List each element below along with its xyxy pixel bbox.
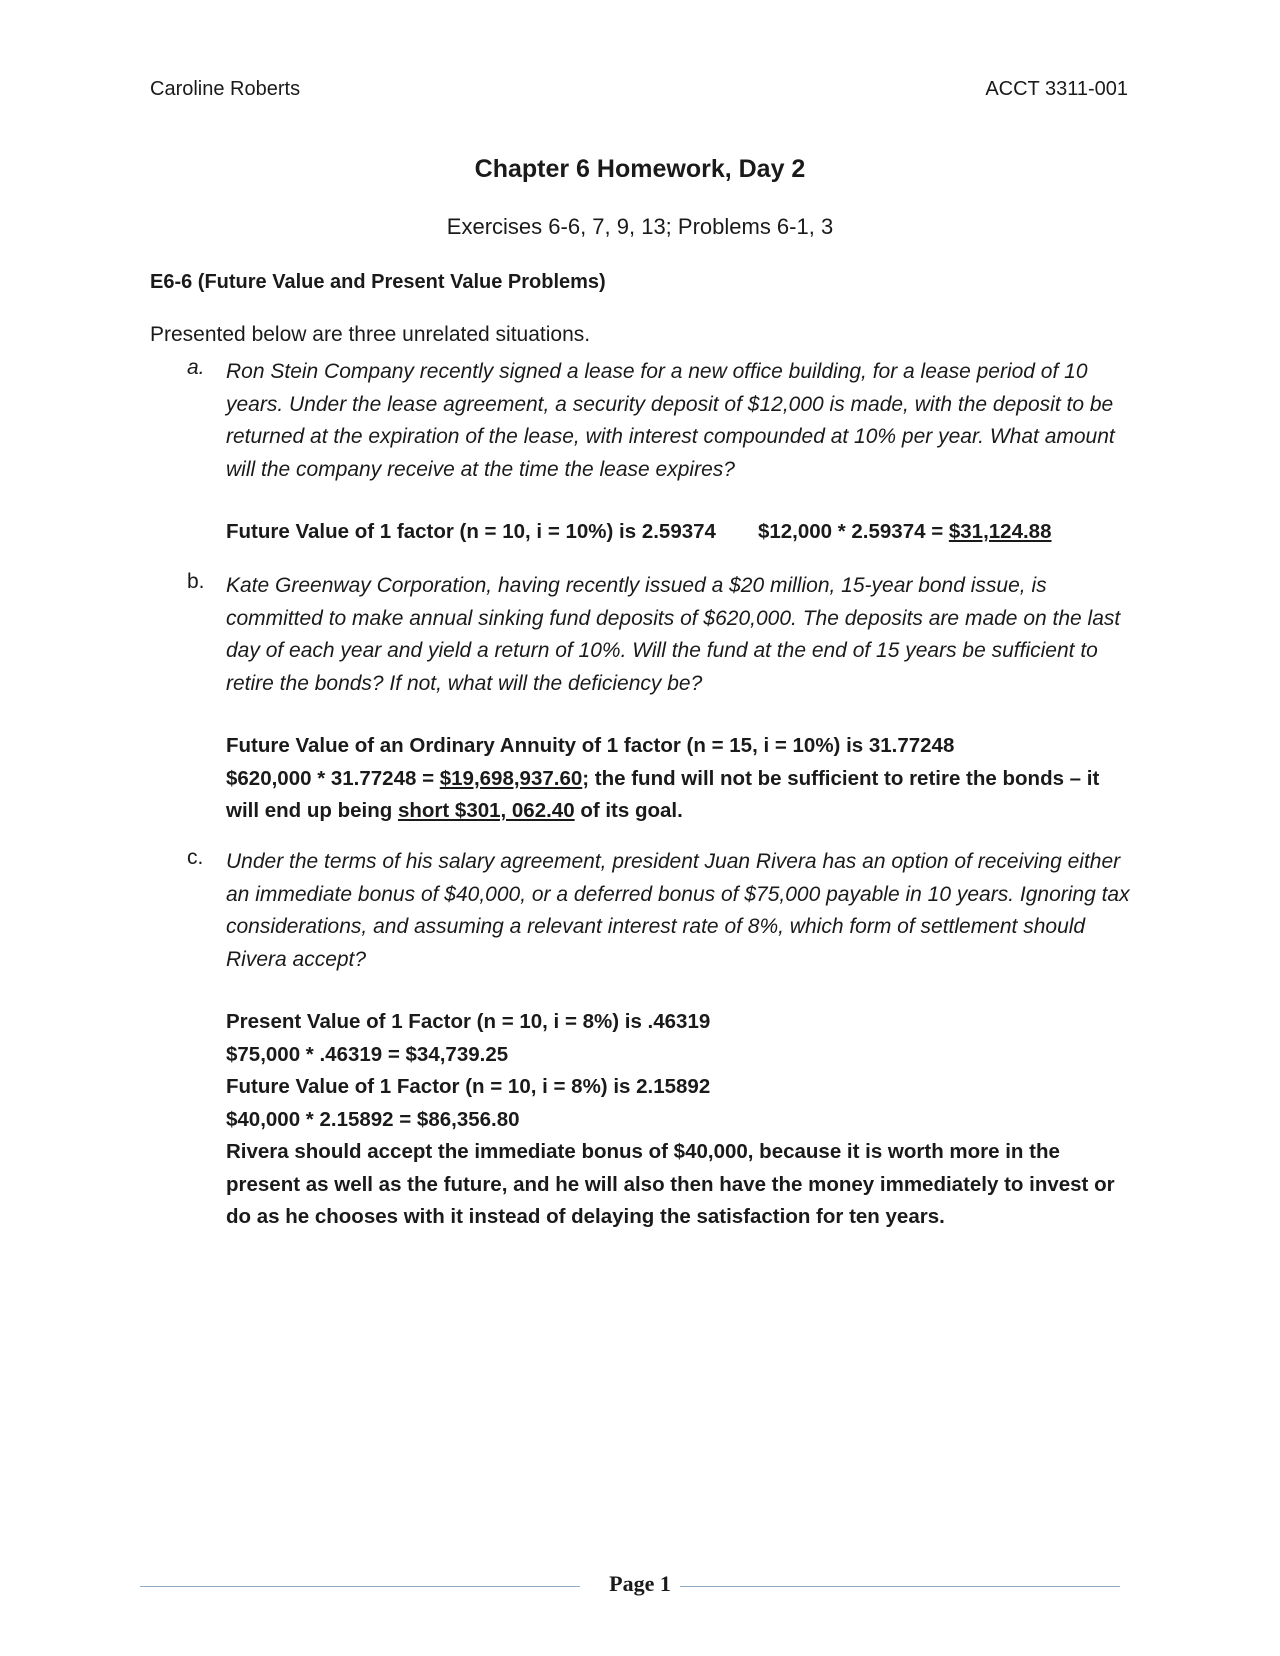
answer-line: $40,000 * 2.15892 = $86,356.80 [226, 1107, 520, 1131]
section-intro: Presented below are three unrelated situations. [150, 323, 591, 346]
item-letter: c. [187, 846, 204, 869]
page-footer [0, 1571, 1280, 1601]
answer-block [226, 516, 1136, 549]
answer-calc: $12,000 * 2.59374 = [757, 520, 949, 543]
page-title: Chapter 6 Homework, Day 2 [474, 155, 806, 183]
answer-block [226, 730, 1136, 828]
header-course: ACCT 3311-001 [985, 78, 1128, 100]
answer-explanation: ; the fund will not be sufficient to retire the bonds – it will end up being [226, 766, 1100, 822]
answer-calc: $620,000 * 31.77248 = [226, 766, 440, 790]
page-number: Page 1 [609, 1571, 671, 1596]
answer-block [226, 1006, 1136, 1234]
answer-line: Present Value of 1 Factor (n = 10, i = 8%) is .46319 [226, 1010, 711, 1033]
answer-conclusion: Rivera should accept the immediate bonus of $40,000, because it is worth more in the present as well as the future, and he will also then have the money immediately to invest or do as he chooses with it instead of delaying the satisfaction for ten years. [226, 1140, 1115, 1228]
question-text: Under the terms of his salary agreement, president Juan Rivera has an option of receiving either an immediate bonus of $40,000, or a deferred bonus of $75,000 payable in 10 years. Ignoring tax considerations, and assuming a relevant interest rate of 8%, which form of settlement should Rivera accept? [226, 850, 1130, 971]
question-text: Ron Stein Company recently signed a lease for a new office building, for a lease period of 10 years. Under the lease agreement, a security deposit of $12,000 is made, with the deposit to be returned at the expiration of the lease, with interest compounded at 10% per year. What amount will the company receive at the time the lease expires? [226, 360, 1115, 481]
header-author: Caroline Roberts [150, 78, 301, 100]
answer-line: $75,000 * .46319 = $34,739.25 [226, 1042, 509, 1066]
answer-result: $19,698,937.60 [439, 766, 583, 790]
item-letter: a. [187, 356, 205, 379]
answer-deficiency: short $301, 062.40 [397, 799, 575, 822]
answer-result: $31,124.88 [948, 520, 1052, 543]
answer-end: of its goal. [574, 799, 683, 822]
question-text: Kate Greenway Corporation, having recently issued a $20 million, 15-year bond issue, is committed to make annual sinking fund deposits of $620,000. The deposits are made on the last day of each year and yield a return of 10%. Will the fund at the end of 15 years be sufficient to retire the bonds? If not, what will the deficiency be? [226, 574, 1121, 695]
item-body [226, 356, 1136, 549]
answer-line: Future Value of 1 Factor (n = 10, i = 8%) is 2.15892 [226, 1075, 711, 1098]
item-letter: b. [187, 570, 205, 593]
answer-factor: Future Value of 1 factor (n = 10, i = 10%) is 2.59374 [226, 520, 716, 543]
answer-factor: Future Value of an Ordinary Annuity of 1 factor (n = 15, i = 10%) is 31.77248 [226, 734, 955, 757]
section-heading: E6-6 (Future Value and Present Value Problems) [150, 271, 606, 293]
item-body [226, 846, 1136, 1234]
item-body [226, 570, 1136, 828]
page-subtitle: Exercises 6-6, 7, 9, 13; Problems 6-1, 3 [446, 214, 834, 239]
